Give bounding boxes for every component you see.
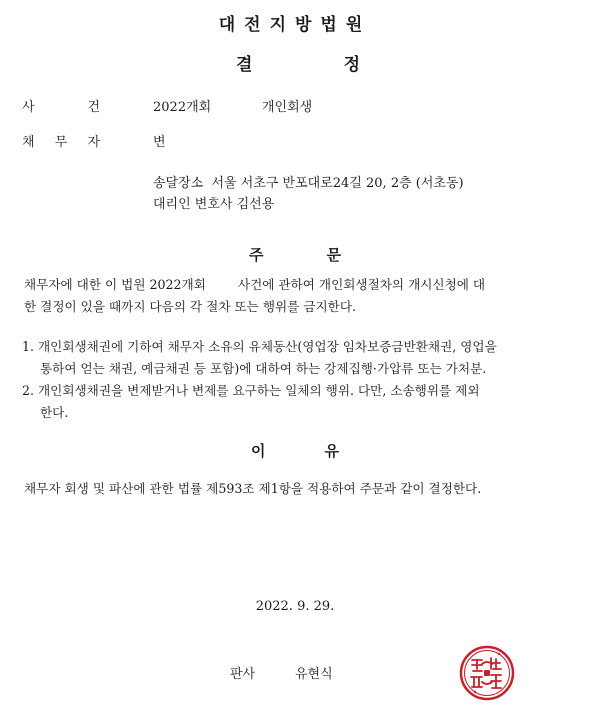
court-name: 대전지방법원 <box>218 15 372 35</box>
debtor-label-char: 무 <box>54 135 68 150</box>
case-label <box>22 96 100 115</box>
case-number: 2022개회 <box>153 100 212 115</box>
document-title <box>236 50 360 75</box>
debtor-label <box>22 131 100 150</box>
reason-heading <box>251 440 339 461</box>
decision-date: 2022. 9. 29. <box>255 599 335 614</box>
order-item-1: 1. 개인회생채권에 기하여 채무자 소유의 유체동산(영업장 임차보증금반환채권, 영업을 <box>22 339 497 354</box>
reason-heading-char: 유 <box>324 442 339 460</box>
debtor-label-char: 자 <box>87 135 100 150</box>
document-title-char: 정 <box>343 55 360 75</box>
order-heading <box>249 244 341 265</box>
reason-text: 채무자 회생 및 파산에 관한 법률 제593조 제1항을 적용하여 주문과 같이 결정한다. <box>24 481 482 496</box>
debtor-label-char: 채 <box>22 135 35 150</box>
order-item-2-continued: 한다. <box>40 405 69 420</box>
service-address: 송달장소 서울 서초구 반포대로24길 20, 2층 (서초동) <box>153 176 464 191</box>
judge-title: 판사 <box>230 667 256 682</box>
debtor-name: 변 <box>153 135 166 150</box>
order-heading-char: 문 <box>326 246 341 264</box>
judge-name: 유현식 <box>295 667 333 682</box>
case-label-char: 건 <box>87 100 100 115</box>
order-intro-line: 한 결정이 있을 때까지 다음의 각 절차 또는 행위를 금지한다. <box>24 299 357 314</box>
order-item-1-continued: 통하여 얻는 채권, 예금채권 등 포함)에 대하여 하는 강제집행·가압류 또는 가처분. <box>40 361 487 376</box>
reason-heading-char: 이 <box>251 442 266 460</box>
order-intro-line: 채무자에 대한 이 법원 2022개회 사건에 관하여 개인회생절차의 개시신청에 대 <box>24 277 486 292</box>
order-item-2: 2. 개인회생채권을 변제받거나 변제를 요구하는 일체의 행위. 다만, 소송행위를 제외 <box>22 383 480 398</box>
case-type: 개인회생 <box>262 100 313 115</box>
document-title-char: 결 <box>236 55 253 75</box>
official-seal-icon <box>458 644 516 702</box>
order-heading-char: 주 <box>249 246 264 264</box>
case-label-char: 사 <box>22 100 35 115</box>
agent-attorney: 대리인 변호사 김선용 <box>153 197 275 212</box>
